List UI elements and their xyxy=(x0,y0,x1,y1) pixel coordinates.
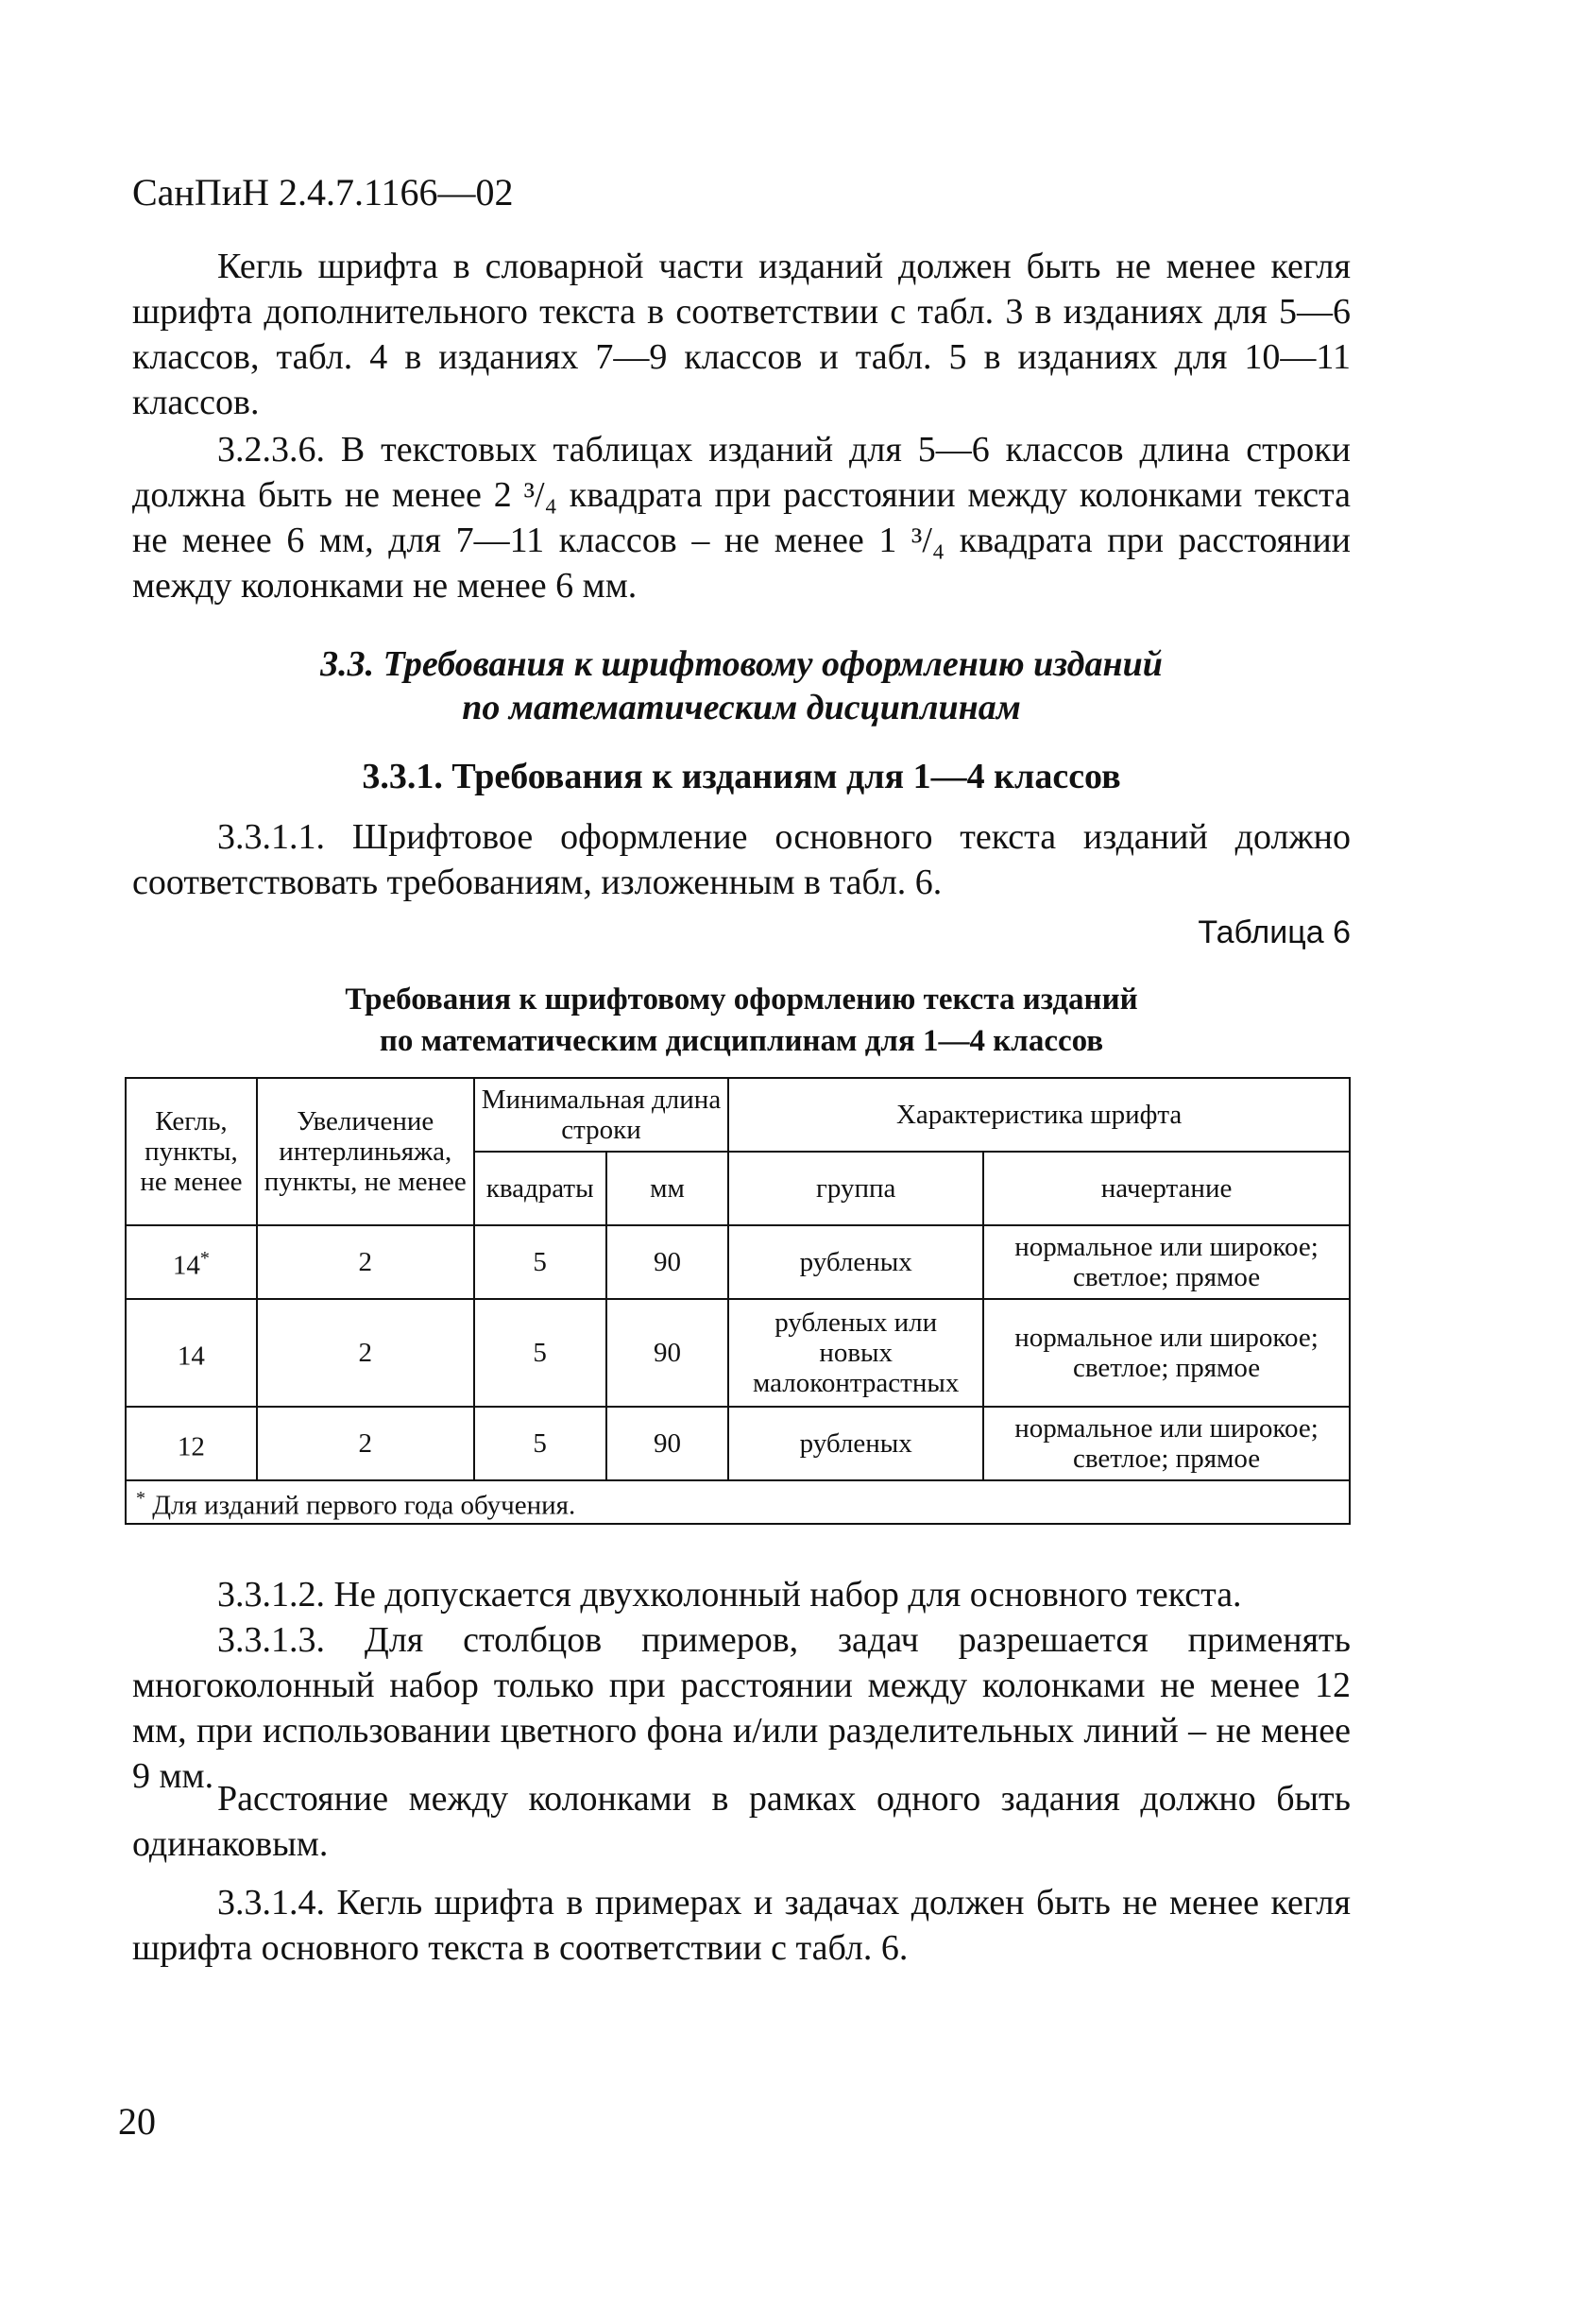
table-caption xyxy=(132,979,1351,1062)
cell-mm: 90 xyxy=(606,1225,729,1299)
footnote-text: Для изданий первого года обучения. xyxy=(152,1490,576,1521)
kegl-value: 12 xyxy=(177,1431,205,1462)
cell-kvadraty: 5 xyxy=(474,1225,606,1299)
cell-style: нормальное или широкое; светлое; прямое xyxy=(983,1299,1350,1407)
cell-group: рубленых xyxy=(728,1407,983,1480)
paragraph-3-2-3-6: 3.2.3.6. В текстовых таблицах изданий для 5—6 классов длина строки должна быть не менее 2 ³/₄ квадрата при расстоянии между колонками текста не менее 6 мм, для 7—11 классов – не менее 1 ³/₄ квадрата при расстоянии между колонками не менее 6 мм. xyxy=(132,430,1351,606)
cell-kegl xyxy=(126,1225,257,1299)
header-kegl: Кегль, пункты, не менее xyxy=(126,1078,257,1225)
cell-kegl xyxy=(126,1407,257,1480)
header-group: группа xyxy=(728,1152,983,1225)
table-row xyxy=(126,1407,1350,1480)
cell-kvadraty: 5 xyxy=(474,1299,606,1407)
cell-kegl xyxy=(126,1299,257,1407)
kegl-value: 14 xyxy=(172,1250,200,1281)
paragraph-3-3-1-3: 3.3.1.3. Для столбцов примеров, задач разрешается применять многоколонный набор только при расстоянии между колонками не менее 12 мм, при использовании цветного фона и/или разделительных линий – не менее 9 мм. xyxy=(132,1620,1351,1796)
header-characteristic: Характеристика шрифта xyxy=(728,1078,1350,1152)
table-label: Таблица 6 xyxy=(1198,914,1351,950)
header-interline: Увеличение интерлиньяжа, пункты, не менее xyxy=(257,1078,474,1225)
cell-interline: 2 xyxy=(257,1225,474,1299)
cell-interline: 2 xyxy=(257,1407,474,1480)
header-min-length: Минимальная длина строки xyxy=(474,1078,729,1152)
cell-mm: 90 xyxy=(606,1299,729,1407)
paragraph-column-spacing: Расстояние между колонками в рамках одного задания должно быть одинаковым. xyxy=(132,1779,1351,1864)
requirements-table xyxy=(125,1077,1351,1525)
document-header: СанПиН 2.4.7.1166—02 xyxy=(132,171,514,214)
section-title xyxy=(132,642,1351,729)
table-row xyxy=(126,1299,1350,1407)
paragraph-dictionary-font: Кегль шрифта в словарной части изданий должен быть не менее кегля шрифта дополнительного текста в соответствии с табл. 3 в изданиях для 5—6 классов, табл. 4 в изданиях 7—9 классов и табл. 5 в изданиях для 10—11 классов. xyxy=(132,247,1351,422)
cell-mm: 90 xyxy=(606,1407,729,1480)
page-number: 20 xyxy=(118,2100,156,2143)
paragraph-3-3-1-1: 3.3.1.1. Шрифтовое оформление основного текста изданий должно соответствовать требованиям, изложенным в табл. 6. xyxy=(132,817,1351,902)
table-caption-line2: по математическим дисциплинам для 1—4 классов xyxy=(379,1024,1104,1058)
subsection-title: 3.3.1. Требования к изданиям для 1—4 классов xyxy=(362,757,1121,796)
header-kvadraty: квадраты xyxy=(474,1152,606,1225)
table-caption-line1: Требования к шрифтовому оформлению текста изданий xyxy=(345,983,1138,1017)
cell-style: нормальное или широкое; светлое; прямое xyxy=(983,1407,1350,1480)
header-style: начертание xyxy=(983,1152,1350,1225)
paragraph-3-3-1-4: 3.3.1.4. Кегль шрифта в примерах и задачах должен быть не менее кегля шрифта основного текста в соответствии с табл. 6. xyxy=(132,1883,1351,1968)
cell-interline: 2 xyxy=(257,1299,474,1407)
footnote-mark: * xyxy=(136,1488,145,1509)
cell-kvadraty: 5 xyxy=(474,1407,606,1480)
cell-group: рубленых или новых малоконтрастных xyxy=(728,1299,983,1407)
table-row xyxy=(126,1225,1350,1299)
footnote-mark: * xyxy=(199,1248,210,1270)
cell-style: нормальное или широкое; светлое; прямое xyxy=(983,1225,1350,1299)
table-footnote xyxy=(126,1480,1350,1524)
cell-group: рубленых xyxy=(728,1225,983,1299)
header-mm: мм xyxy=(606,1152,729,1225)
section-title-line1: 3.3. Требования к шрифтовому оформлению изданий xyxy=(320,644,1163,684)
section-title-line2: по математическим дисциплинам xyxy=(462,688,1021,727)
kegl-value: 14 xyxy=(177,1341,205,1372)
paragraph-3-3-1-2: 3.3.1.2. Не допускается двухколонный набор для основного текста. xyxy=(217,1575,1242,1615)
